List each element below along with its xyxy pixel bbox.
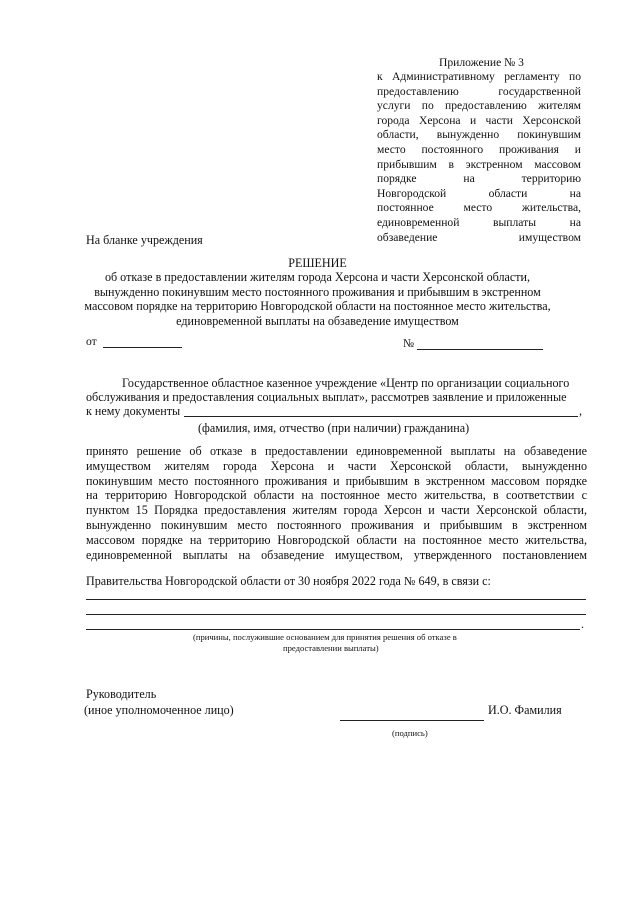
decision-body bbox=[86, 444, 587, 562]
appendix-line: услуги по предоставлению жителям bbox=[377, 99, 581, 113]
appendix-line: предоставлению государственной bbox=[377, 84, 581, 98]
decision-subtitle bbox=[0, 270, 635, 328]
applicant-name-line[interactable] bbox=[184, 416, 578, 417]
intro-line-3-end: , bbox=[579, 404, 583, 418]
body-last-line: Правительства Новгородской области от 30 ноября 2022 года № 649, в связи с: bbox=[86, 574, 491, 588]
signature-line[interactable] bbox=[340, 720, 484, 721]
body-line: имуществом жителям города Херсона и части Херсонской области, вынужденно bbox=[86, 458, 587, 473]
appendix-line: области, вынужденно покинувшим bbox=[377, 128, 581, 142]
decision-heading: РЕШЕНИЕ bbox=[288, 256, 347, 270]
body-line: массовом порядке на территорию Новгородской области на постоянное место жительства, bbox=[86, 532, 587, 547]
signatory-name: И.О. Фамилия bbox=[488, 703, 562, 717]
reason-line-3[interactable] bbox=[86, 629, 580, 630]
number-field-line[interactable] bbox=[417, 349, 543, 350]
appendix-line: прибывшим в экстренном массовом bbox=[377, 157, 581, 171]
intro-line-1: Государственное областное казенное учреждение «Центр по организации социального bbox=[122, 376, 570, 390]
appendix-number: Приложение № 3 bbox=[439, 56, 524, 69]
intro-line-2: обслуживания и предоставления социальных выплат», рассмотрев заявление и приложенные bbox=[86, 390, 567, 404]
appendix-line: место постоянного проживания и bbox=[377, 142, 581, 156]
decision-subtitle-line: массовом порядке на территорию Новгородской области на постоянное место жительства, bbox=[84, 299, 551, 314]
signatory-role-line-2: (иное уполномоченное лицо) bbox=[84, 703, 234, 717]
body-line: пунктом 15 Порядка предоставления жителям города Херсон и части Херсонской области, bbox=[86, 503, 587, 518]
decision-subtitle-line: об отказе в предоставлении жителям города Херсона и части Херсонской области, bbox=[104, 270, 531, 284]
appendix-line: к Административному регламенту по bbox=[377, 70, 581, 83]
intro-line-3: к нему документы bbox=[86, 404, 181, 418]
letterhead-note: На бланке учреждения bbox=[86, 233, 203, 247]
appendix-line: города Херсона и части Херсонской bbox=[377, 113, 581, 127]
appendix-line: единовременной выплаты на bbox=[377, 215, 581, 229]
reason-line-1[interactable] bbox=[86, 599, 586, 600]
reason-line-2[interactable] bbox=[86, 614, 586, 615]
applicant-name-caption: (фамилия, имя, отчество (при наличии) гражданина) bbox=[198, 421, 470, 435]
appendix-line: порядке на территорию bbox=[377, 172, 581, 186]
reasons-caption-line-2: предоставлении выплаты) bbox=[283, 643, 379, 653]
number-label: № bbox=[403, 337, 415, 350]
body-line: на территорию Новгородской области на постоянное место жительства, в соответствии с bbox=[86, 488, 587, 503]
reasons-caption-line-1: (причины, послужившие основанием для принятия решения об отказе в bbox=[193, 632, 457, 642]
appendix-line: Новгородской области на bbox=[377, 186, 581, 200]
appendix-line: обзаведение имуществом bbox=[377, 230, 581, 244]
appendix-block bbox=[377, 70, 581, 245]
date-label: от bbox=[86, 335, 97, 348]
body-line: единовременной выплаты на обзаведение имуществом, утвержденного постановлением bbox=[86, 547, 587, 562]
appendix-line: постоянное место жительства, bbox=[377, 201, 581, 215]
date-field-line[interactable] bbox=[103, 347, 182, 348]
decision-subtitle-line: вынужденно покинувшим место постоянного проживания и прибывшим в экстренном bbox=[94, 284, 541, 299]
body-line: покинувшим место постоянного проживания и прибывшим в экстренном массовом порядке bbox=[86, 473, 587, 488]
signature-caption: (подпись) bbox=[392, 728, 428, 738]
signatory-role-line-1: Руководитель bbox=[86, 687, 157, 701]
decision-subtitle-line: единовременной выплаты на обзаведение имуществом bbox=[176, 313, 459, 328]
body-line: вынужденно покинувшим место постоянного проживания и прибывшим в экстренном bbox=[86, 517, 587, 532]
body-line: принято решение об отказе в предоставлении единовременной выплаты на обзаведение bbox=[86, 444, 587, 458]
reasons-end-mark: . bbox=[581, 617, 585, 631]
